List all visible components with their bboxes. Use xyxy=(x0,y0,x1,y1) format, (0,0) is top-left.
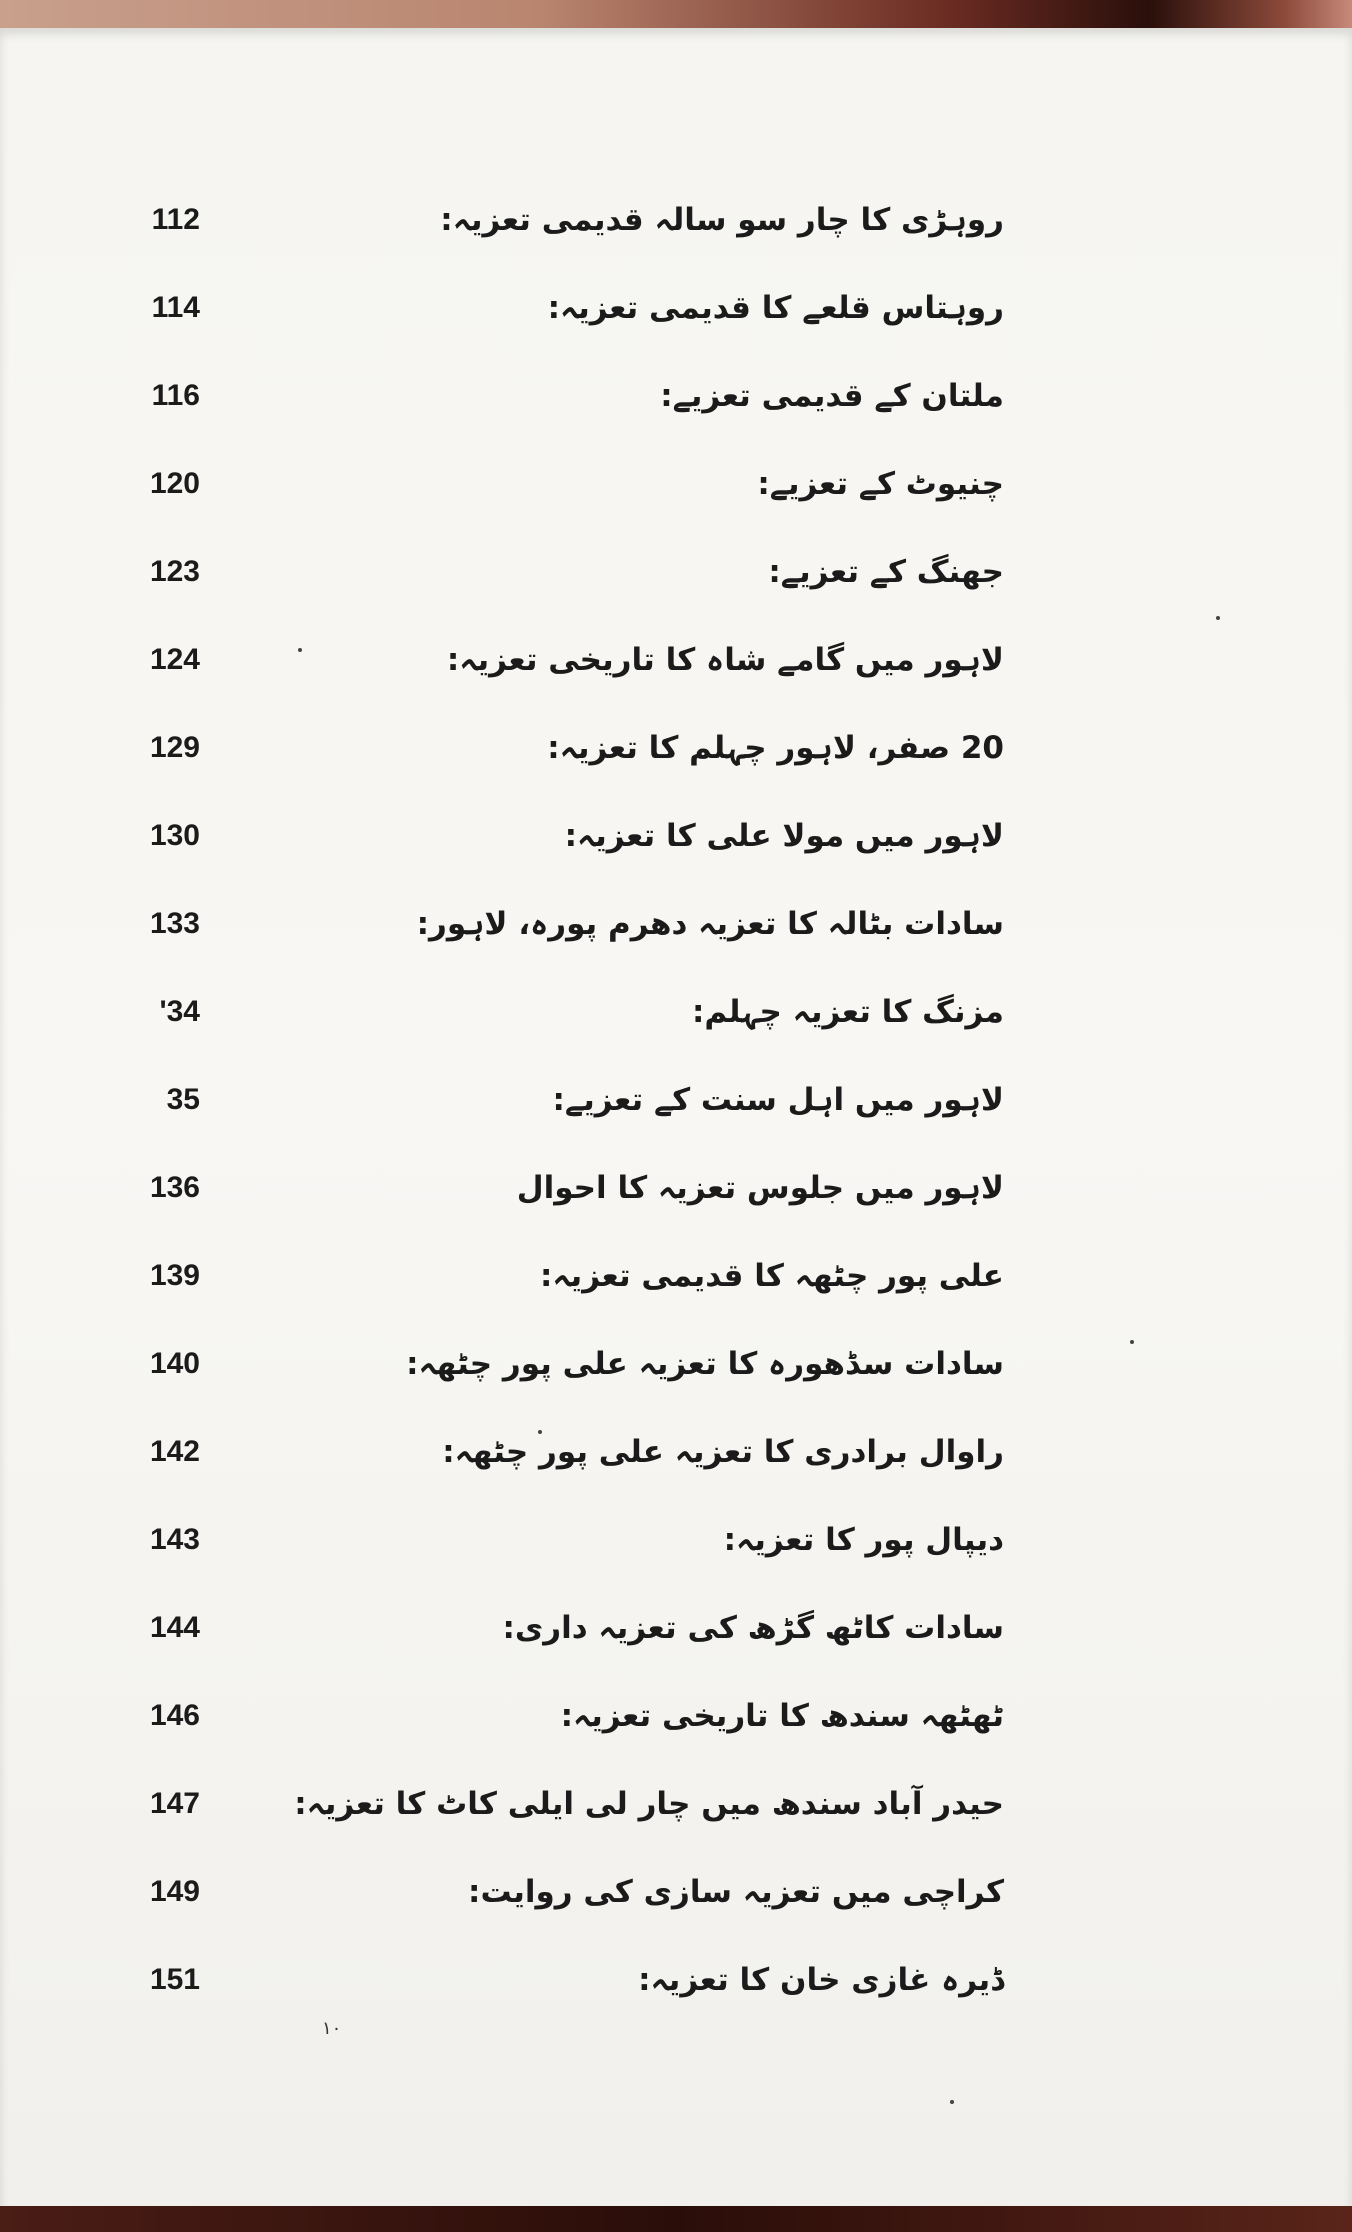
toc-entry-page: 129 xyxy=(149,731,200,764)
toc-entry-title: سادات بٹالہ کا تعزیہ دھرم پورہ، لاہور: xyxy=(416,906,1004,942)
toc-entry xyxy=(0,1936,1352,2024)
toc-entry-title: راوال برادری کا تعزیہ علی پور چٹھہ: xyxy=(442,1434,1004,1470)
toc-entry-page: 136 xyxy=(149,1171,200,1204)
toc-entry-page: 142 xyxy=(149,1435,200,1468)
toc-entry-page: 151 xyxy=(149,1963,200,1996)
toc-entry-title: لاہور میں اہل سنت کے تعزیے: xyxy=(552,1082,1004,1118)
toc-entry-title: روہڑی کا چار سو سالہ قدیمی تعزیہ: xyxy=(440,202,1004,238)
page-bottom-edge xyxy=(0,2206,1352,2232)
toc-entry-page: 124 xyxy=(149,643,200,676)
toc-entry-page: 130 xyxy=(149,819,200,852)
toc-entry xyxy=(0,1232,1352,1320)
toc-entry-page: 140 xyxy=(149,1347,200,1380)
toc-entry-title: ڈیرہ غازی خان کا تعزیہ: xyxy=(638,1962,1004,1998)
toc-entry-page: '34 xyxy=(159,995,200,1028)
toc-entry-title: مزنگ کا تعزیہ چہلم: xyxy=(692,994,1004,1030)
toc-entry-title: ٹھٹھہ سندھ کا تاریخی تعزیہ: xyxy=(560,1698,1004,1734)
toc-entry xyxy=(0,1848,1352,1936)
toc-entry-page: 35 xyxy=(166,1083,200,1116)
toc-entry-title: سادات کاٹھ گڑھ کی تعزیہ داری: xyxy=(502,1610,1004,1646)
page-top-edge xyxy=(0,0,1352,30)
toc-entry xyxy=(0,352,1352,440)
toc-entry xyxy=(0,1144,1352,1232)
toc-entry xyxy=(0,968,1352,1056)
toc-entry-title: سادات سڈھورہ کا تعزیہ علی پور چٹھہ: xyxy=(406,1346,1004,1382)
toc-entry xyxy=(0,1056,1352,1144)
toc-entry-page: 149 xyxy=(149,1875,200,1908)
toc-entry xyxy=(0,880,1352,968)
toc-entry xyxy=(0,1320,1352,1408)
toc-entry-page: 144 xyxy=(149,1611,200,1644)
toc-entry-title: ملتان کے قدیمی تعزیے: xyxy=(660,378,1004,414)
toc-entry-page: 116 xyxy=(151,379,200,412)
toc-entry-title: کراچی میں تعزیہ سازی کی روایت: xyxy=(468,1874,1004,1910)
toc-entry-page: 123 xyxy=(149,555,200,588)
toc-entry-title: لاہور میں مولا علی کا تعزیہ: xyxy=(564,818,1004,854)
toc-entry-title: دیپال پور کا تعزیہ: xyxy=(723,1522,1004,1558)
print-speck xyxy=(298,648,302,652)
toc-entry xyxy=(0,176,1352,264)
toc-entry-title: 20 صفر، لاہور چہلم کا تعزیہ: xyxy=(547,730,1004,766)
toc-entry xyxy=(0,616,1352,704)
toc-entry-title: لاہور میں جلوس تعزیہ کا احوال xyxy=(516,1170,1004,1206)
print-speck xyxy=(1216,616,1220,620)
toc-entry-title: روہتاس قلعے کا قدیمی تعزیہ: xyxy=(547,290,1004,326)
toc-entry xyxy=(0,1672,1352,1760)
toc-entry-page: 112 xyxy=(151,203,200,236)
toc-entry xyxy=(0,264,1352,352)
toc-entry xyxy=(0,704,1352,792)
toc-entry-page: 120 xyxy=(149,467,200,500)
toc-entry-page: 114 xyxy=(151,291,200,324)
toc-entry xyxy=(0,1496,1352,1584)
print-speck xyxy=(1130,1340,1134,1344)
print-speck xyxy=(950,2100,954,2104)
toc-entry xyxy=(0,440,1352,528)
book-page xyxy=(0,28,1352,2208)
toc-entry-title: چنیوٹ کے تعزیے: xyxy=(757,466,1004,502)
toc-entry xyxy=(0,1408,1352,1496)
toc-entry xyxy=(0,1584,1352,1672)
toc-entry-page: 139 xyxy=(149,1259,200,1292)
toc-entry xyxy=(0,1760,1352,1848)
toc-entry-page: 146 xyxy=(149,1699,200,1732)
toc-entry-title: جھنگ کے تعزیے: xyxy=(768,554,1004,590)
page-folio: ۱۰ xyxy=(322,2018,342,2038)
toc-entry xyxy=(0,528,1352,616)
toc-entry-page: 133 xyxy=(149,907,200,940)
toc-entry-title: علی پور چٹھہ کا قدیمی تعزیہ: xyxy=(540,1258,1004,1294)
toc-entry-title: حیدر آباد سندھ میں چار لی ایلی کاٹ کا تعزیہ: xyxy=(294,1786,1004,1822)
toc-entry-page: 147 xyxy=(149,1787,200,1820)
print-speck xyxy=(538,1430,542,1434)
toc-entry-page: 143 xyxy=(149,1523,200,1556)
toc-entry xyxy=(0,792,1352,880)
toc-entry-title: لاہور میں گامے شاہ کا تاریخی تعزیہ: xyxy=(446,642,1004,678)
